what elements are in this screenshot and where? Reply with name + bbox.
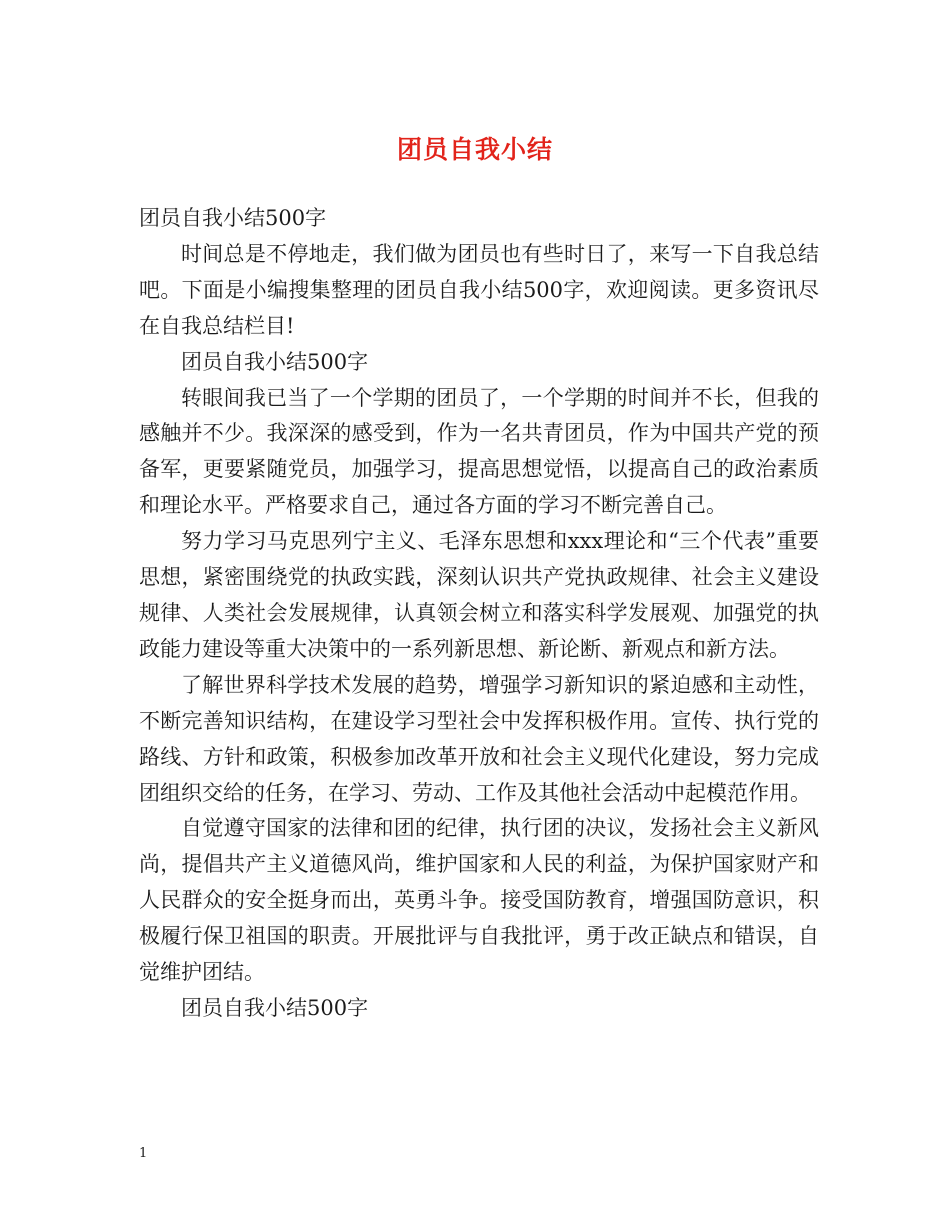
page-number: 1 — [139, 1146, 148, 1161]
document-title: 团员自我小结 — [396, 135, 553, 164]
paragraph: 团员自我小结500字 — [139, 206, 327, 230]
paragraph: 团员自我小结500字 — [181, 349, 369, 374]
paragraph: 时间总是不停地走，我们做为团员也有些时日了，来写一下自我总结吧。下面是小编搜集整理的团员自我小结500字，欢迎阅读。更多资讯尽在自我总结栏目! — [139, 241, 819, 338]
paragraph: 努力学习马克思列宁主义、毛泽东思想和xxx理论和“三个代表”重要思想，紧密围绕党的执政实践，深刻认识共产党执政规律、社会主义建设规律、人类社会发展规律，认真领会树立和落实科学发展观、加强党的执政能力建设等重大决策中的一系列新思想、新论断、新观点和新方法。 — [139, 529, 819, 661]
paragraph: 转眼间我已当了一个学期的团员了，一个学期的时间并不长，但我的感触并不少。我深深的感受到，作为一名共青团员，作为中国共产党的预备军，更要紧随党员，加强学习，提高思想觉悟，以提高自己的政治素质和理论水平。严格要求自己，通过各方面的学习不断完善自己。 — [139, 385, 819, 518]
paragraph: 自觉遵守国家的法律和团的纪律，执行团的决议，发扬社会主义新风尚，提倡共产主义道德风尚，维护国家和人民的利益，为保护国家财产和人民群众的安全挺身而出，英勇斗争。接受国防教育，增强国防意识，积极履行保卫祖国的职责。开展批评与自我批评，勇于改正缺点和错误，自觉维护团结。 — [139, 816, 819, 985]
document-body — [139, 201, 819, 1027]
paragraph: 团员自我小结500字 — [181, 995, 369, 1020]
paragraph: 了解世界科学技术发展的趋势，增强学习新知识的紧迫感和主动性，不断完善知识结构，在建设学习型社会中发挥积极作用。宣传、执行党的路线、方针和政策，积极参加改革开放和社会主义现代化建设，努力完成团组织交给的任务，在学习、劳动、工作及其他社会活动中起模范作用。 — [139, 672, 819, 805]
